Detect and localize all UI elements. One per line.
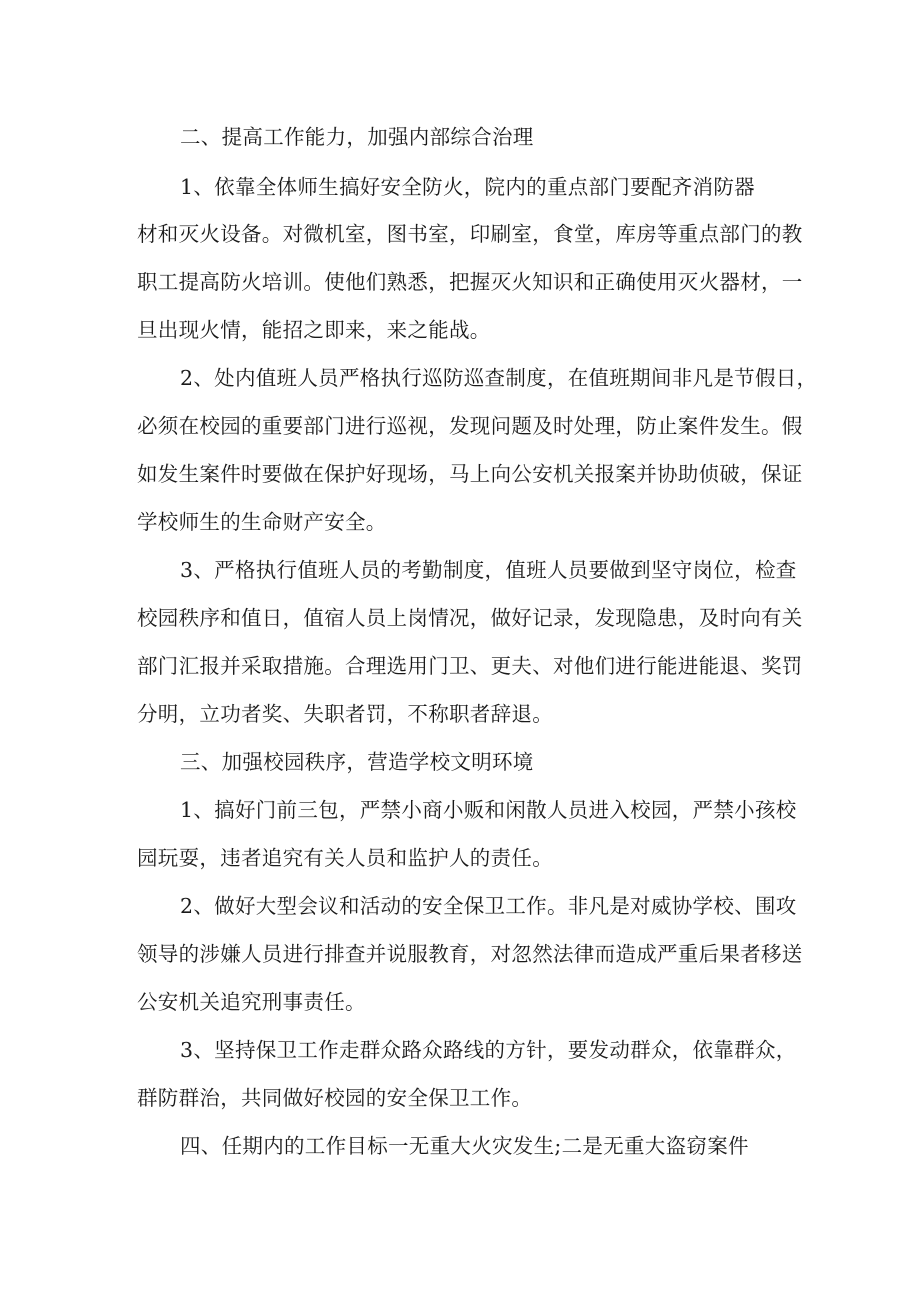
- paragraph-line: 学校师生的生命财产安全。: [137, 510, 387, 534]
- paragraph-line: 校园秩序和值日，值宿人员上岗情况，做好记录，发现隐患，及时向有关: [137, 606, 803, 630]
- section-heading-2: 二、提高工作能力，加强内部综合治理: [180, 125, 534, 149]
- paragraph-line: 3、严格执行值班人员的考勤制度，值班人员要做到坚守岗位，检查: [180, 558, 797, 582]
- paragraph-line: 1、依靠全体师生搞好安全防火，院内的重点部门要配齐消防器: [180, 175, 755, 199]
- paragraph-line: 2、做好大型会议和活动的安全保卫工作。非凡是对威协学校、围攻: [180, 894, 797, 918]
- paragraph-line: 3、坚持保卫工作走群众路众路线的方针，要发动群众，依靠群众，: [180, 1038, 797, 1062]
- paragraph-line: 领导的涉嫌人员进行排查并说服教育，对忽然法律而造成严重后果者移送: [137, 942, 803, 966]
- paragraph-line: 2、处内值班人员严格执行巡防巡查制度，在值班期间非凡是节假日，: [180, 366, 818, 390]
- paragraph-line: 旦出现火情，能招之即来，来之能战。: [137, 318, 491, 342]
- paragraph-line: 园玩耍，违者追究有关人员和监护人的责任。: [137, 846, 553, 870]
- paragraph-line: 部门汇报并采取措施。合理选用门卫、更夫、对他们进行能进能退、奖罚: [137, 654, 803, 678]
- paragraph-line: 群防群治，共同做好校园的安全保卫工作。: [137, 1086, 533, 1110]
- paragraph-line: 职工提高防火培训。使他们熟悉，把握灭火知识和正确使用灭火器材，一: [137, 270, 803, 294]
- paragraph-line: 公安机关追究刑事责任。: [137, 990, 366, 1014]
- paragraph-line: 必须在校园的重要部门进行巡视，发现问题及时处理，防止案件发生。假: [137, 414, 803, 438]
- paragraph-line: 如发生案件时要做在保护好现场，马上向公安机关报案并协助侦破，保证: [137, 462, 803, 486]
- paragraph-line: 材和灭火设备。对微机室，图书室，印刷室，食堂，库房等重点部门的教: [137, 222, 803, 246]
- section-heading-3: 三、加强校园秩序，营造学校文明环境: [180, 750, 534, 774]
- paragraph-line: 1、搞好门前三包，严禁小商小贩和闲散人员进入校园，严禁小孩校: [180, 798, 797, 822]
- paragraph-line: 分明，立功者奖、失职者罚，不称职者辞退。: [137, 702, 553, 726]
- section-heading-4: 四、任期内的工作目标一无重大火灾发生;二是无重大盗窃案件: [180, 1134, 749, 1158]
